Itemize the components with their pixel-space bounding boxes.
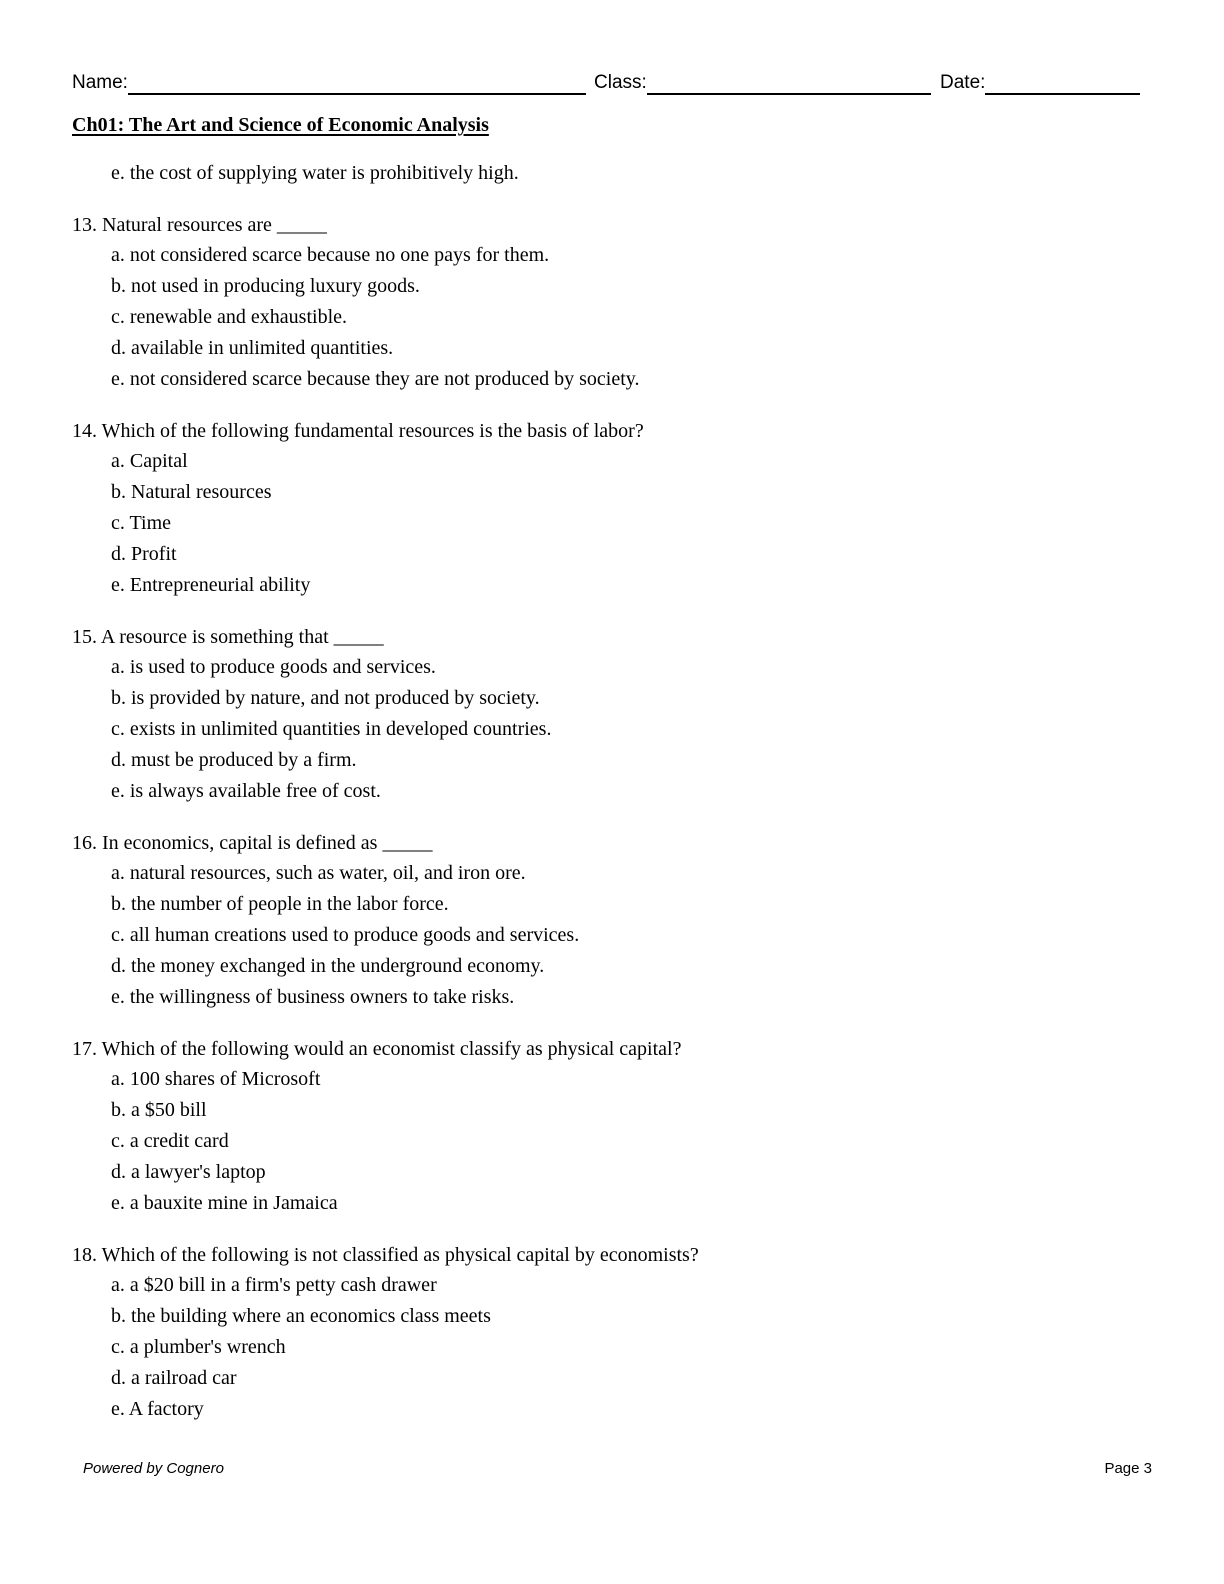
option-e: e. Entrepreneurial ability <box>111 574 311 596</box>
question-16 <box>72 829 1152 1013</box>
option-e: e. a bauxite mine in Jamaica <box>111 1192 338 1214</box>
option-b: b. is provided by nature, and not produced by society. <box>111 687 540 709</box>
option-b: b. Natural resources <box>111 481 272 503</box>
name-label: Name: <box>72 72 128 93</box>
option-a: a. a $20 bill in a firm's petty cash drawer <box>111 1274 437 1296</box>
page-number: Page 3 <box>1104 1460 1152 1477</box>
name-blank-line <box>128 73 586 95</box>
option-c: c. Time <box>111 512 172 534</box>
class-label: Class: <box>594 72 647 93</box>
option-d: d. available in unlimited quantities. <box>111 337 394 359</box>
option-d: d. Profit <box>111 543 177 565</box>
question-list <box>72 158 1152 1425</box>
option-c: c. exists in unlimited quantities in developed countries. <box>111 718 552 740</box>
option-b: b. the number of people in the labor force. <box>111 893 449 915</box>
option-c: c. a credit card <box>111 1130 229 1152</box>
option-a: a. is used to produce goods and services. <box>111 656 436 678</box>
question-stem: 13. Natural resources are _____ <box>72 214 327 236</box>
option-c: c. all human creations used to produce goods and services. <box>111 924 580 946</box>
class-field <box>594 70 931 96</box>
date-label: Date: <box>940 72 986 93</box>
question-stem: 16. In economics, capital is defined as _____ <box>72 832 433 854</box>
question-stem: 17. Which of the following would an economist classify as physical capital? <box>72 1038 682 1060</box>
option-e: e. not considered scarce because they are not produced by society. <box>111 368 640 390</box>
option-c: c. renewable and exhaustible. <box>111 306 348 328</box>
question-14 <box>72 417 1152 601</box>
powered-by-footer: Powered by Cognero <box>83 1460 224 1477</box>
student-info-header <box>72 70 1142 96</box>
question-18 <box>72 1241 1152 1425</box>
question-stem: 18. Which of the following is not classified as physical capital by economists? <box>72 1244 699 1266</box>
option-d: d. a railroad car <box>111 1367 237 1389</box>
option-c: c. a plumber's wrench <box>111 1336 286 1358</box>
option-e: e. the willingness of business owners to take risks. <box>111 986 515 1008</box>
question-15 <box>72 623 1152 807</box>
option-b: b. the building where an economics class meets <box>111 1305 491 1327</box>
date-blank-line <box>985 73 1140 95</box>
option-b: b. not used in producing luxury goods. <box>111 275 420 297</box>
question-stem: 14. Which of the following fundamental resources is the basis of labor? <box>72 420 644 442</box>
continued-option: e. the cost of supplying water is prohibitively high. <box>111 162 519 184</box>
option-a: a. 100 shares of Microsoft <box>111 1068 321 1090</box>
option-b: b. a $50 bill <box>111 1099 207 1121</box>
option-e: e. A factory <box>111 1398 204 1420</box>
question-stem: 15. A resource is something that _____ <box>72 626 384 648</box>
question-17 <box>72 1035 1152 1219</box>
option-a: a. natural resources, such as water, oil, and iron ore. <box>111 862 526 884</box>
option-a: a. not considered scarce because no one pays for them. <box>111 244 550 266</box>
name-field <box>72 70 586 96</box>
option-d: d. the money exchanged in the underground economy. <box>111 955 545 977</box>
option-a: a. Capital <box>111 450 188 472</box>
option-d: d. must be produced by a firm. <box>111 749 357 771</box>
chapter-title: Ch01: The Art and Science of Economic Analysis <box>72 114 489 136</box>
question-13 <box>72 211 1152 395</box>
option-e: e. is always available free of cost. <box>111 780 381 802</box>
date-field <box>940 70 1140 96</box>
option-d: d. a lawyer's laptop <box>111 1161 266 1183</box>
class-blank-line <box>647 73 931 95</box>
